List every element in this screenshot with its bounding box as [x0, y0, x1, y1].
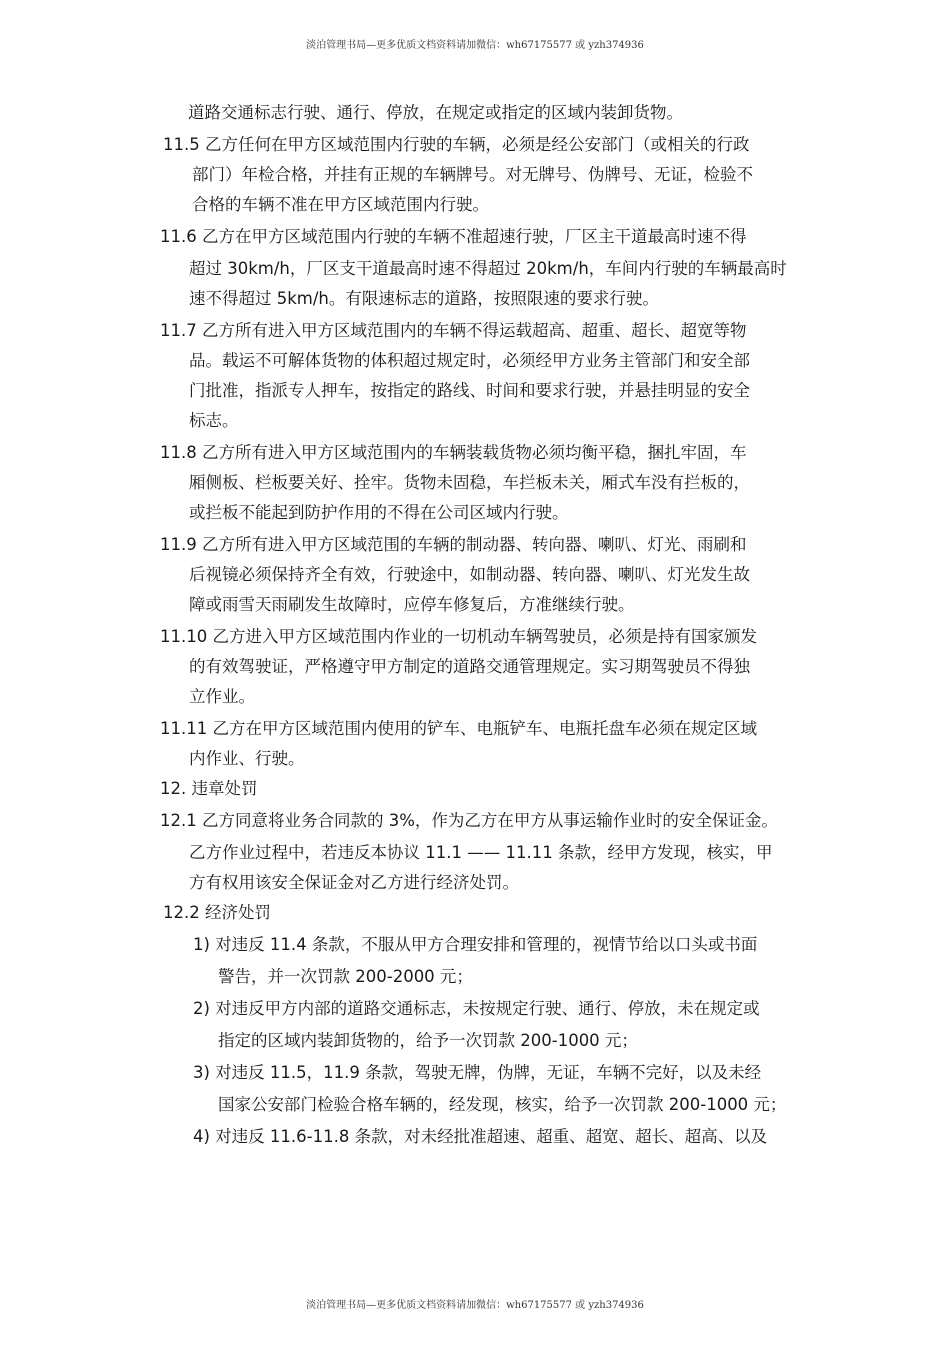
- text-line: 警告，并一次罚款 200-2000 元；: [218, 967, 473, 986]
- text-line: 的有效驾驶证，严格遵守甲方制定的道路交通管理规定。实习期驾驶员不得独: [189, 657, 750, 676]
- text-line: 标志。: [189, 411, 239, 430]
- text-line: 内作业、行驶。: [189, 749, 305, 768]
- list-item: 1) 对违反 11.4 条款，不服从甲方合理安排和管理的，视情节给以口头或书面: [193, 935, 758, 954]
- text-line: 12.1 乙方同意将业务合同款的 3%，作为乙方在甲方从事运输作业时的安全保证金。: [160, 811, 778, 830]
- text-line: 厢侧板、栏板要关好、拴牢。货物未固稳，车拦板未关，厢式车没有拦板的，: [189, 473, 750, 492]
- text-line: 门批准，指派专人押车，按指定的路线、时间和要求行驶，并悬挂明显的安全: [189, 381, 750, 400]
- text-line: 合格的车辆不准在甲方区域范围内行驶。: [192, 195, 489, 214]
- text-line: 11.8 乙方所有进入甲方区域范围内的车辆装载货物必须均衡平稳，捆扎牢固，车: [160, 443, 747, 462]
- text-line: 11.10 乙方进入甲方区域范围内作业的一切机动车辆驾驶员，必须是持有国家颁发: [160, 627, 757, 646]
- list-item: 4) 对违反 11.6-11.8 条款，对未经批准超速、超重、超宽、超长、超高、以及: [193, 1127, 768, 1146]
- text-line: 或拦板不能起到防护作用的不得在公司区域内行驶。: [189, 503, 569, 522]
- text-line: 11.9 乙方所有进入甲方区域范围的车辆的制动器、转向器、喇叭、灯光、雨刷和: [160, 535, 747, 554]
- text-line: 指定的区域内装卸货物的，给予一次罚款 200-1000 元；: [218, 1031, 638, 1050]
- text-line: 乙方作业过程中，若违反本协议 11.1 —— 11.11 条款，经甲方发现，核实，甲: [189, 843, 773, 862]
- list-item: 3) 对违反 11.5，11.9 条款，驾驶无牌，伪牌，无证，车辆不完好，以及未经: [193, 1063, 762, 1082]
- section-heading: 12. 违章处罚: [160, 779, 258, 798]
- page-footer: 淡泊管理书局—更多优质文档资料请加微信：wh67175577 或 yzh374936: [306, 1300, 644, 1311]
- text-line: 品。载运不可解体货物的体积超过规定时，必须经甲方业务主管部门和安全部: [189, 351, 750, 370]
- text-line: 国家公安部门检验合格车辆的，经发现，核实，给予一次罚款 200-1000 元；: [218, 1095, 787, 1114]
- list-item: 2) 对违反甲方内部的道路交通标志，未按规定行驶、通行、停放，未在规定或: [193, 999, 760, 1018]
- text-line: 11.7 乙方所有进入甲方区域范围内的车辆不得运载超高、超重、超长、超宽等物: [160, 321, 747, 340]
- text-line: 速不得超过 5km/h。有限速标志的道路，按照限速的要求行驶。: [189, 289, 659, 308]
- section-heading: 12.2 经济处罚: [163, 903, 271, 922]
- text-line: 部门）年检合格，并挂有正规的车辆牌号。对无牌号、伪牌号、无证，检验不: [192, 165, 753, 184]
- text-line: 道路交通标志行驶、通行、停放，在规定或指定的区域内装卸货物。: [188, 103, 683, 122]
- text-line: 立作业。: [189, 687, 255, 706]
- text-line: 11.6 乙方在甲方区域范围内行驶的车辆不准超速行驶，厂区主干道最高时速不得: [160, 227, 747, 246]
- text-line: 超过 30km/h，厂区支干道最高时速不得超过 20km/h，车间内行驶的车辆最高时: [189, 259, 787, 278]
- text-line: 障或雨雪天雨刷发生故障时，应停车修复后，方准继续行驶。: [189, 595, 635, 614]
- text-line: 后视镜必须保持齐全有效，行驶途中，如制动器、转向器、喇叭、灯光发生故: [189, 565, 750, 584]
- page-header: 淡泊管理书局—更多优质文档资料请加微信：wh67175577 或 yzh374936: [306, 40, 644, 51]
- text-line: 11.11 乙方在甲方区域范围内使用的铲车、电瓶铲车、电瓶托盘车必须在规定区域: [160, 719, 757, 738]
- text-line: 方有权用该安全保证金对乙方进行经济处罚。: [189, 873, 519, 892]
- text-line: 11.5 乙方任何在甲方区域范围内行驶的车辆，必须是经公安部门（或相关的行政: [163, 135, 750, 154]
